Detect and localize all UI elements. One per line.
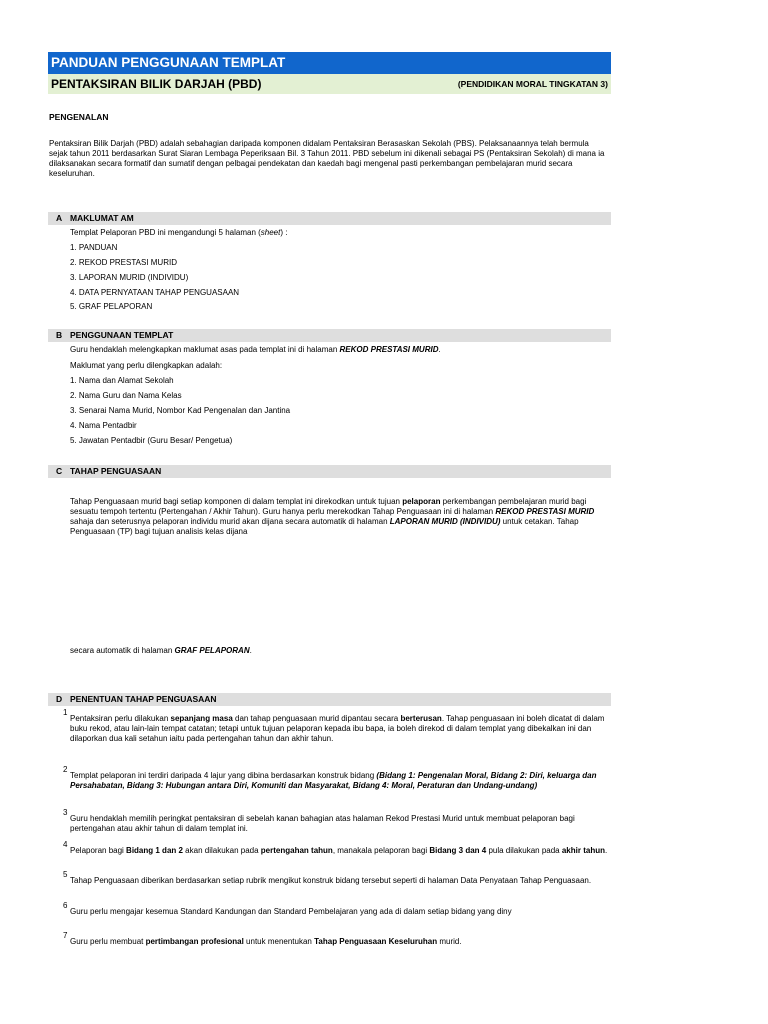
- list-item: 1. Nama dan Alamat Sekolah: [70, 376, 174, 385]
- list-item: 4. DATA PERNYATAAN TAHAP PENGUASAAN: [70, 288, 240, 297]
- item-number: 1: [63, 708, 68, 717]
- item-number: 6: [63, 901, 68, 910]
- bold-text: pelaporan: [402, 497, 441, 506]
- text: Pentaksiran perlu dilakukan: [70, 714, 171, 723]
- bold-italic-text: GRAF PELAPORAN: [174, 646, 250, 655]
- text: Guru perlu mengajar kesemua Standard Kandungan dan Standard Pembelajaran yang ada di dalam setiap bidang yang diny: [70, 907, 512, 916]
- text: , manakala pelaporan bagi: [332, 846, 430, 855]
- lead-text-end: .: [438, 345, 441, 354]
- list-item: [70, 876, 610, 886]
- list-item: [70, 714, 610, 744]
- list-item: 2. Nama Guru dan Nama Kelas: [70, 391, 182, 400]
- section-a-header: [48, 212, 611, 225]
- document-title: PANDUAN PENGGUNAAN TEMPLAT: [48, 52, 611, 74]
- list-item: 4. Nama Pentadbir: [70, 421, 137, 430]
- list-item: 5. Jawatan Pentadbir (Guru Besar/ Pengetua): [70, 436, 233, 445]
- section-b-lead: [70, 345, 441, 355]
- list-item: 5. GRAF PELAPORAN: [70, 302, 153, 311]
- text: pula dilakukan pada: [486, 846, 562, 855]
- text: untuk cetakan. Tahap Penguasaan (TP) bagi tujuan analisis kelas dijana: [70, 517, 579, 536]
- item-number: 2: [63, 765, 68, 774]
- item-number: 3: [63, 808, 68, 817]
- section-c-letter: C: [56, 466, 63, 476]
- item-number: 5: [63, 870, 68, 879]
- section-c-continuation: [70, 646, 252, 656]
- text: murid.: [437, 937, 462, 946]
- bold-text: (Bidang 1: Pengenalan Moral, Bidang 2: Diri, keluarga dan Persahabatan, Bidang 3: Hubungan antara Diri, Komuniti dan Masyarakat, Bidang 4: Moral, Peraturan dan Undang-undang): [70, 771, 597, 790]
- item-number: 7: [63, 931, 68, 940]
- bold-text: Tahap Penguasaan Keseluruhan: [314, 937, 438, 946]
- text: Guru hendaklah memilih peringkat pentaksiran di sebelah kanan bahagian atas halaman Rekod Prestasi Murid untuk membuat pelaporan bagi pertengahan atau akhir tahun di dalam templat ini.: [70, 814, 575, 833]
- text: Tahap Penguasaan murid bagi setiap komponen di dalam templat ini direkodkan untuk tujuan: [70, 497, 403, 506]
- bold-text: Bidang 3 dan 4: [429, 846, 487, 855]
- bold-text: Bidang 1 dan 2: [126, 846, 183, 855]
- lead-emphasis: REKOD PRESTASI MURID: [339, 345, 439, 354]
- text: .: [249, 646, 252, 655]
- document-header: [48, 52, 611, 94]
- list-item: [70, 771, 610, 791]
- lead-text-end: ) :: [280, 228, 288, 237]
- bold-italic-text: LAPORAN MURID (INDIVIDU): [389, 517, 501, 526]
- intro-text: Pentaksiran Bilik Darjah (PBD) adalah sebahagian daripada komponen didalam Pentaksiran Berasaskan Sekolah (PBS). Pelaksanaannya telah bermula sejak tahun 2011 berdasarkan Surat Siaran Lembaga Peperiksaan Bil. 3 Tahun 2011. PBD sebelum ini dikenali sebagai PS (Pentaksiran Sekolah) di mana ia dilaksanakan secara formatif dan sumatif dengan pelbagai pendekatan dan kaedah bagi mengenal pasti perkembangan pembelajaran murid secara keseluruhan.: [49, 139, 605, 178]
- text: . Tahap penguasaan ini boleh dicatat di dalam buku rekod, atau lain-lain tempat catatan; tetapi untuk tujuan pelaporan kepada ibu bapa, ia boleh direkod di dalam templat yang dibekalkan ini dan dilaporkan dua kali setahun iaitu pada pertengahan tahun dan akhir tahun.: [70, 714, 605, 743]
- section-d-title: PENENTUAN TAHAP PENGUASAAN: [70, 694, 217, 704]
- section-a-lead: [70, 228, 287, 238]
- text: Templat pelaporan ini terdiri daripada 4 lajur yang dibina berdasarkan konstruk bidang: [70, 771, 377, 780]
- text: secara automatik di halaman: [70, 646, 175, 655]
- bold-text: pertengahan tahun: [260, 846, 333, 855]
- list-item: 1. PANDUAN: [70, 243, 118, 252]
- section-a-title: MAKLUMAT AM: [70, 213, 134, 223]
- section-c-header: [48, 465, 611, 478]
- list-item: [70, 907, 610, 917]
- bold-text: sepanjang masa: [170, 714, 233, 723]
- list-item: [70, 814, 610, 834]
- section-b-header: [48, 329, 611, 342]
- text: sahaja dan seterusnya pelaporan individu murid akan dijana secara automatik di halaman: [70, 517, 390, 526]
- section-b-title: PENGGUNAAN TEMPLAT: [70, 330, 174, 340]
- text: dan tahap penguasaan murid dipantau secara: [232, 714, 401, 723]
- item-number: 4: [63, 840, 68, 849]
- text: .: [604, 846, 608, 855]
- subject-label: (PENDIDIKAN MORAL TINGKATAN 3): [457, 79, 608, 89]
- section-b-lead2: Maklumat yang perlu dilengkapkan adalah:: [70, 361, 223, 370]
- section-c-paragraph: [70, 497, 610, 537]
- list-item: [70, 937, 610, 947]
- bold-text: pertimbangan profesional: [145, 937, 244, 946]
- section-a-letter: A: [56, 213, 63, 223]
- subtitle-bar: [48, 74, 611, 94]
- section-b-letter: B: [56, 330, 63, 340]
- text: Pelaporan bagi: [70, 846, 127, 855]
- lead-text: Guru hendaklah melengkapkan maklumat asas pada templat ini di halaman: [70, 345, 340, 354]
- bold-italic-text: REKOD PRESTASI MURID: [495, 507, 595, 516]
- text: Guru perlu membuat: [70, 937, 146, 946]
- list-item: 3. LAPORAN MURID (INDIVIDU): [70, 273, 189, 282]
- lead-emphasis: sheet: [260, 228, 281, 237]
- section-d-header: [48, 693, 611, 706]
- document-subtitle: PENTAKSIRAN BILIK DARJAH (PBD): [51, 77, 262, 91]
- intro-heading: PENGENALAN: [49, 112, 109, 122]
- list-item: [70, 846, 610, 856]
- section-c-title: TAHAP PENGUASAAN: [70, 466, 162, 476]
- text: untuk menentukan: [243, 937, 315, 946]
- text: akan dilakukan pada: [182, 846, 261, 855]
- list-item: 3. Senarai Nama Murid, Nombor Kad Pengenalan dan Jantina: [70, 406, 291, 415]
- text: perkembangan pembelajaran murid bagi sesuatu tempoh tertentu (Pertengahan / Akhir Tahun). Guru hanya perlu merekodkan Tahap Penguasaan ini di halaman: [70, 497, 587, 516]
- bold-text: akhir tahun: [561, 846, 605, 855]
- lead-text: Templat Pelaporan PBD ini mengandungi 5 halaman (: [70, 228, 261, 237]
- list-item: 2. REKOD PRESTASI MURID: [70, 258, 177, 267]
- text: Tahap Penguasaan diberikan berdasarkan setiap rubrik mengikut konstruk bidang tersebut seperti di halaman Data Penyataan Tahap Penguasaan.: [70, 876, 592, 885]
- section-d-letter: D: [56, 694, 63, 704]
- bold-text: berterusan: [400, 714, 442, 723]
